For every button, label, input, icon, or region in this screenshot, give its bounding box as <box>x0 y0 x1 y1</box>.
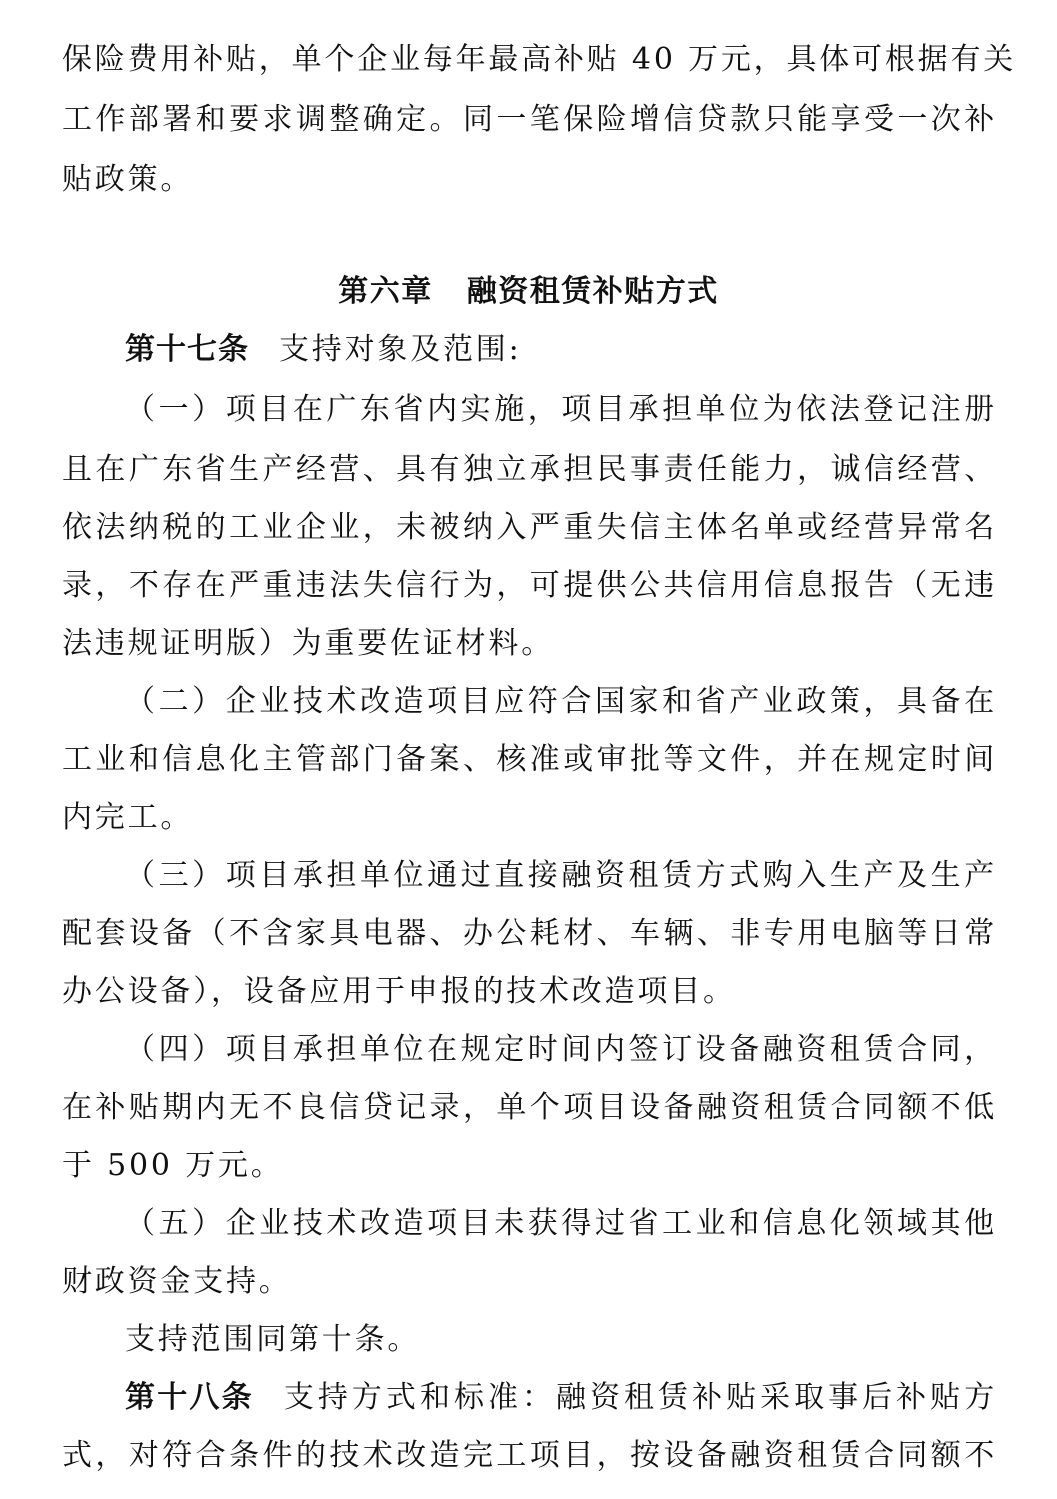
chapter-heading <box>0 272 1057 312</box>
intro-line-1: 保险费用补贴，单个企业每年最高补贴 40 万元，具体可根据有关 <box>62 42 1017 77</box>
article-18-label: 第十八条 <box>125 1380 254 1415</box>
article-17-text: 支持对象及范围: <box>279 332 522 367</box>
intro-line-2: 工作部署和要求调整确定。同一笔保险增信贷款只能享受一次补 <box>62 102 997 137</box>
chapter-title: 融资租赁补贴方式 <box>466 274 719 309</box>
article-17 <box>125 330 997 370</box>
item5-line-2: 财政资金支持。 <box>62 1264 292 1299</box>
item4-line-1: （四）项目承担单位在规定时间内签订设备融资租赁合同， <box>125 1032 997 1067</box>
item1-line-2: 且在广东省生产经营、具有独立承担民事责任能力，诚信经营、 <box>62 452 997 487</box>
item4-line-2: 在补贴期内无不良信贷记录，单个项目设备融资租赁合同额不低 <box>62 1090 997 1125</box>
item1-line-3: 依法纳税的工业企业，未被纳入严重失信主体名单或经营异常名 <box>62 510 997 545</box>
item3-line-2: 配套设备（不含家具电器、办公耗材、车辆、非专用电脑等日常 <box>62 916 997 951</box>
intro-line-3: 贴政策。 <box>62 162 194 197</box>
item3-line-3: 办公设备），设备应用于申报的技术改造项目。 <box>62 974 736 1009</box>
chapter-number: 第六章 <box>338 274 433 309</box>
article-18-text: 支持方式和标准：融资租赁补贴采取事后补贴方 <box>283 1380 997 1415</box>
item1-line-1: （一）项目在广东省内实施，项目承担单位为依法登记注册 <box>125 392 997 427</box>
item3-line-1: （三）项目承担单位通过直接融资租赁方式购入生产及生产 <box>125 858 997 893</box>
article-18-line-2: 式，对符合条件的技术改造完工项目，按设备融资租赁合同额不 <box>62 1438 997 1473</box>
item2-line-2: 工业和信息化主管部门备案、核准或审批等文件，并在规定时间 <box>62 742 997 777</box>
scope-note: 支持范围同第十条。 <box>125 1322 421 1357</box>
item4-line-3: 于 500 万元。 <box>62 1148 284 1183</box>
article-17-label: 第十七条 <box>125 332 249 367</box>
article-18 <box>125 1378 997 1418</box>
item1-line-5: 法违规证明版）为重要佐证材料。 <box>62 626 554 661</box>
item1-line-4: 录，不存在严重违法失信行为，可提供公共信用信息报告（无违 <box>62 568 997 603</box>
item2-line-3: 内完工。 <box>62 800 194 835</box>
item2-line-1: （二）企业技术改造项目应符合国家和省产业政策，具备在 <box>125 684 997 719</box>
item5-line-1: （五）企业技术改造项目未获得过省工业和信息化领域其他 <box>125 1206 997 1241</box>
